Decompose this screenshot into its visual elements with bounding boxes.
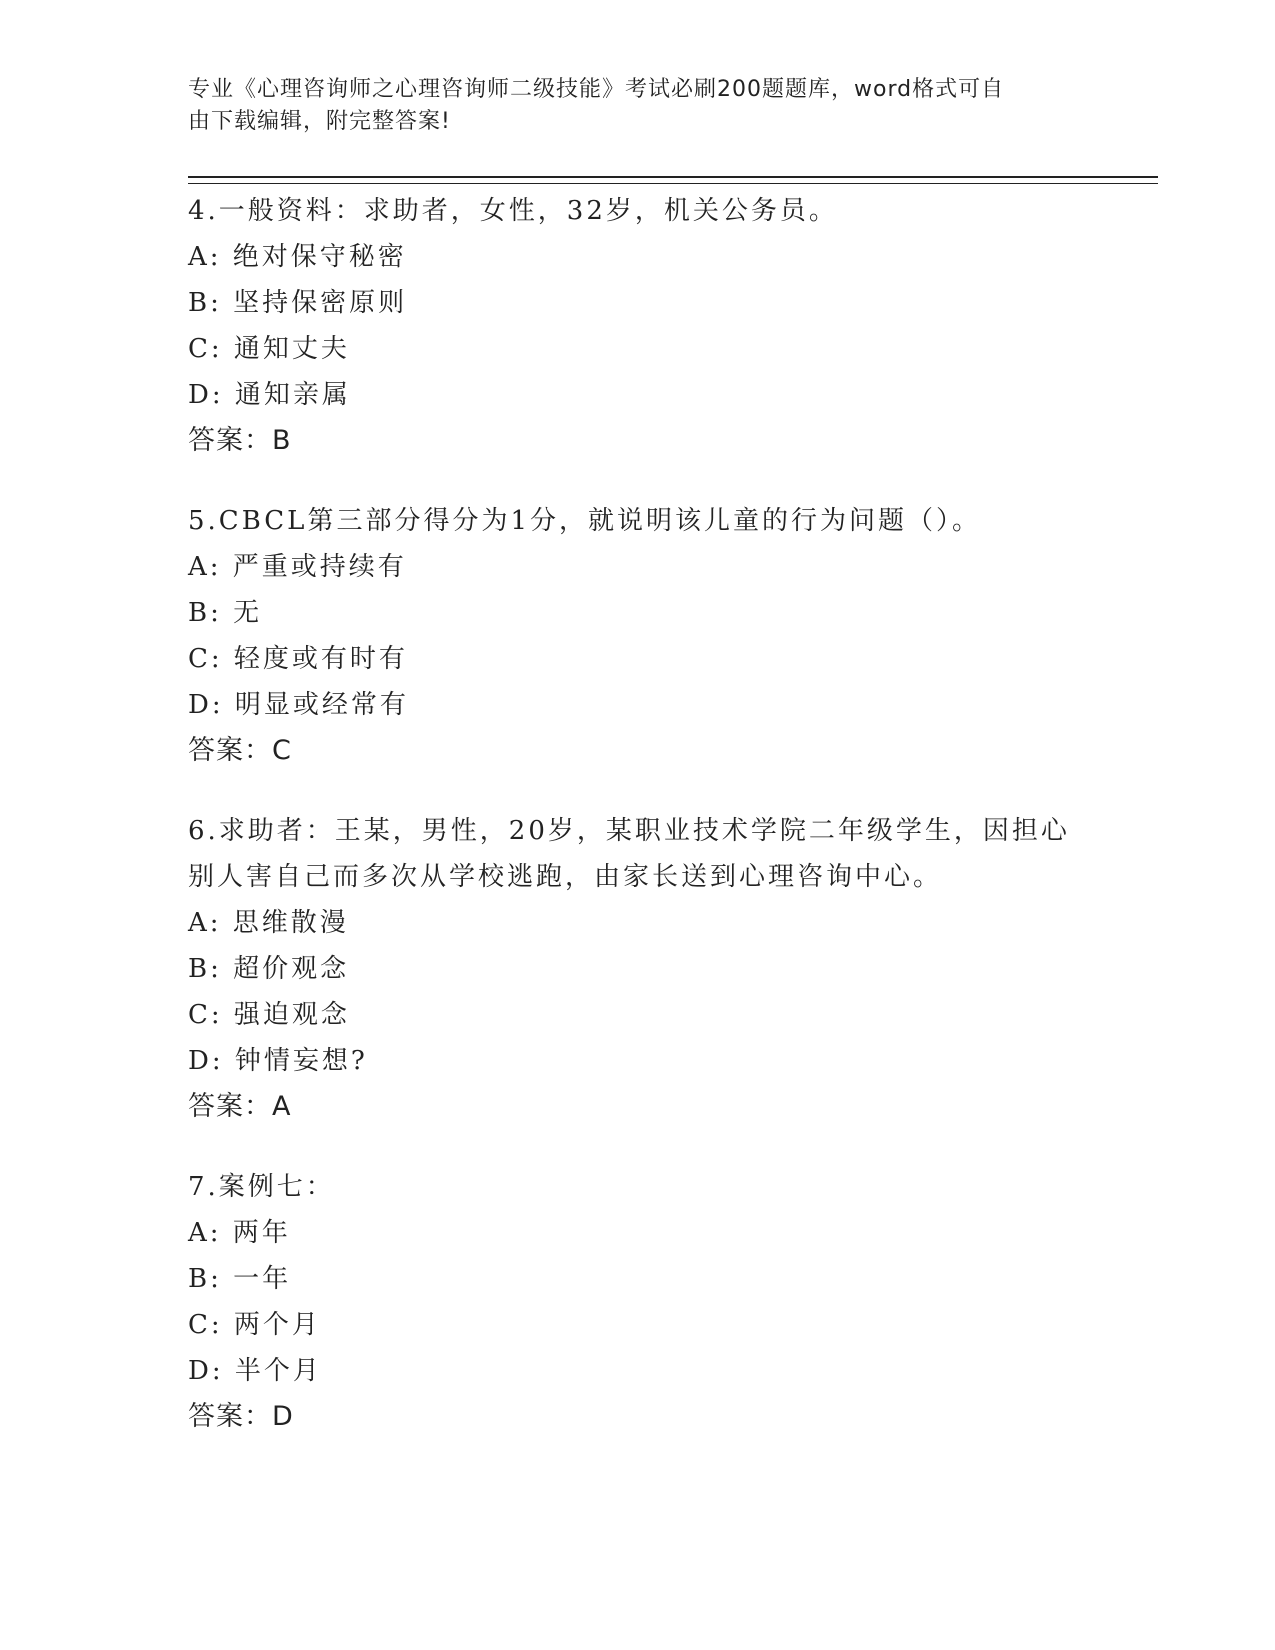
question-stem: 5.CBCL第三部分得分为1分，就说明该儿童的行为问题（）。 — [188, 506, 981, 536]
option-d: D: 半个月 — [188, 1356, 322, 1386]
option-c: C: 轻度或有时有 — [188, 644, 408, 674]
intro-line-1: 专业《心理咨询师之心理咨询师二级技能》考试必刷200题题库，word格式可自 — [188, 77, 1005, 102]
question-4 — [188, 188, 1088, 464]
option-a: A: 绝对保守秘密 — [188, 242, 407, 272]
question-stem: 7.案例七： — [188, 1172, 335, 1202]
question-6 — [188, 808, 1088, 1130]
option-b: B: 无 — [188, 598, 263, 628]
option-d: D: 明显或经常有 — [188, 690, 409, 720]
question-5 — [188, 498, 1088, 774]
header-divider-thin — [188, 183, 1158, 184]
option-a: A: 严重或持续有 — [188, 552, 407, 582]
answer-line: 答案：D — [188, 1401, 294, 1432]
option-a: A: 思维散漫 — [188, 908, 349, 938]
option-d: D: 钟情妄想? — [188, 1046, 368, 1076]
question-stem-line-1: 6.求助者：王某，男性，20岁，某职业技术学院二年级学生，因担心 — [188, 816, 1070, 846]
option-c: C: 两个月 — [188, 1310, 321, 1340]
question-stem-line-2: 别人害自己而多次从学校逃跑，由家长送到心理咨询中心。 — [188, 862, 943, 892]
answer-line: 答案：C — [188, 735, 292, 766]
answer-line: 答案：B — [188, 425, 292, 456]
option-b: B: 一年 — [188, 1264, 292, 1294]
question-7 — [188, 1164, 1088, 1440]
option-b: B: 坚持保密原则 — [188, 288, 408, 318]
option-a: A: 两年 — [188, 1218, 291, 1248]
option-c: C: 强迫观念 — [188, 1000, 350, 1030]
question-stem: 4.一般资料：求助者，女性，32岁，机关公务员。 — [188, 196, 838, 226]
answer-line: 答案：A — [188, 1091, 292, 1122]
document-header — [188, 74, 1088, 138]
question-list — [188, 188, 1088, 1474]
option-d: D: 通知亲属 — [188, 380, 351, 410]
header-divider-thick — [188, 176, 1158, 178]
intro-line-2: 由下载编辑，附完整答案! — [188, 109, 451, 134]
option-b: B: 超价观念 — [188, 954, 350, 984]
option-c: C: 通知丈夫 — [188, 334, 350, 364]
